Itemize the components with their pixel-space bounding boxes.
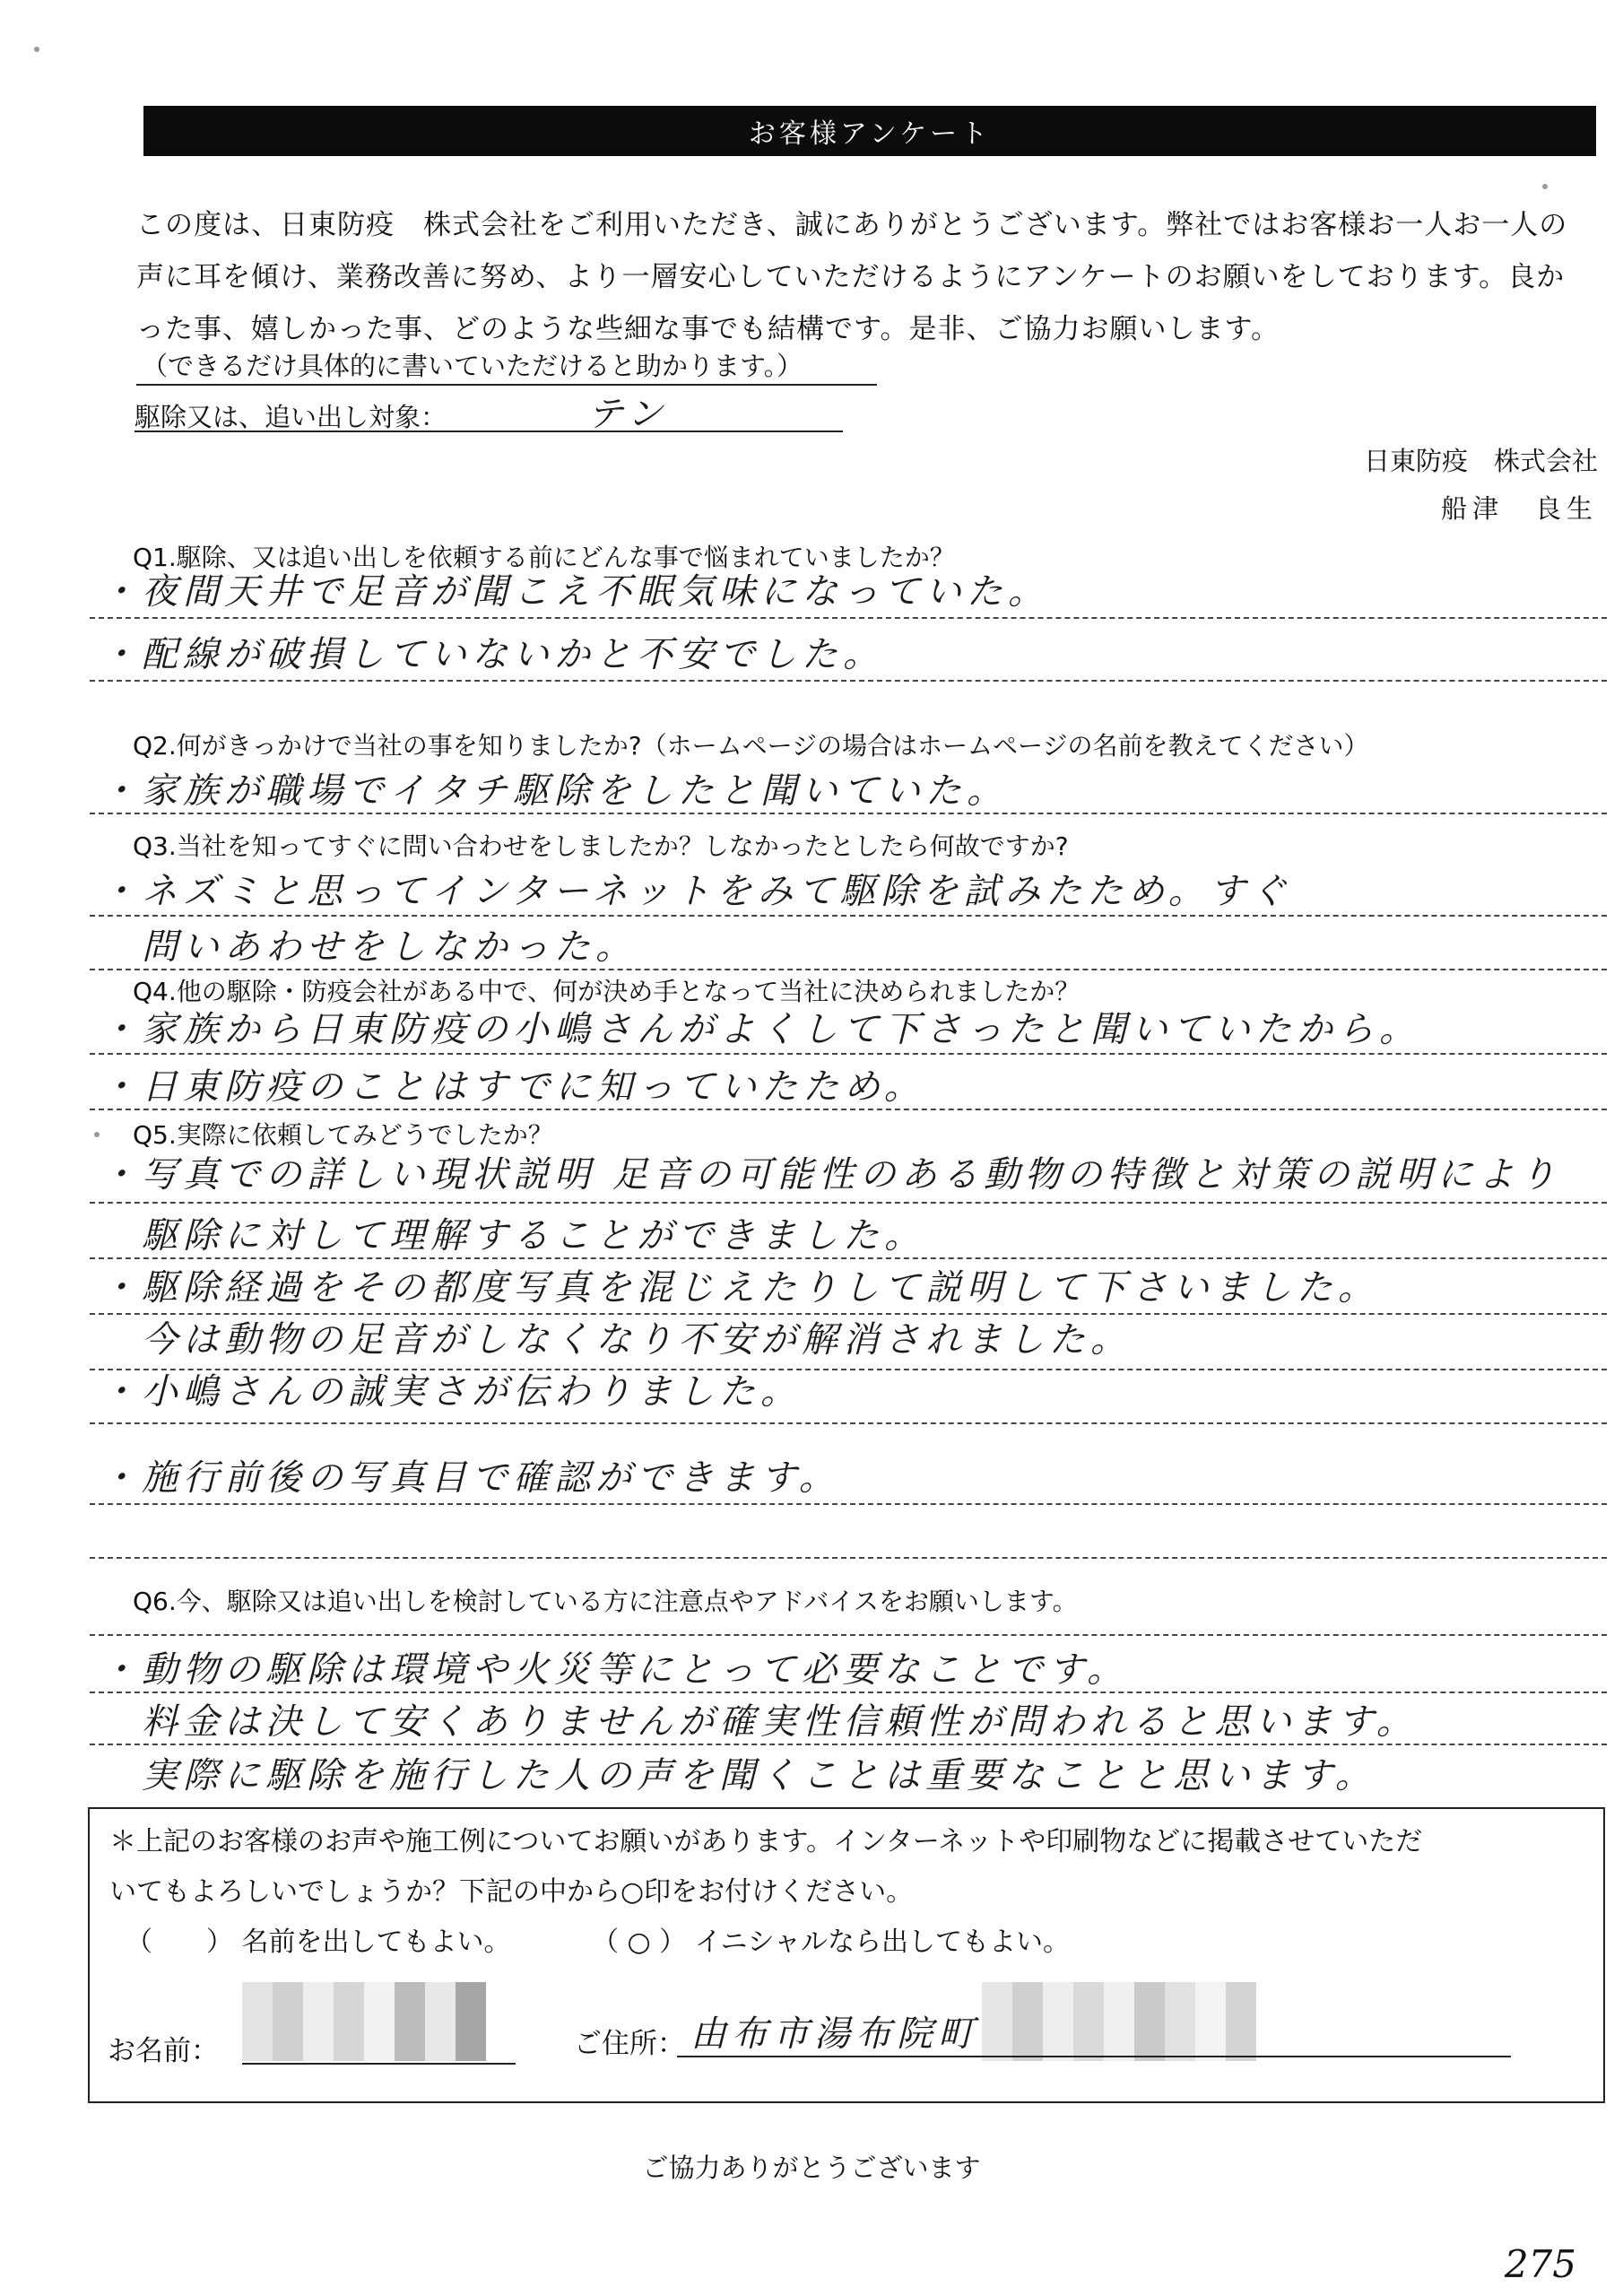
question-4: Q4.他の駆除・防疫会社がある中で、何が決め手となって当社に決められましたか？ <box>133 977 1081 1006</box>
answer-line: 問いあわせをしなかった。 <box>100 926 637 968</box>
name-underline <box>242 2063 516 2065</box>
answer-line: ・家族が職場でイタチ駆除をしたと聞いていた。 <box>100 770 1008 812</box>
intro-paragraph <box>136 199 1607 355</box>
answer-line: 料金は決して安くありませんが確実性信頼性が問われると思います。 <box>100 1701 1418 1743</box>
option-mark: （ ） <box>126 1926 233 1958</box>
question-1: Q1.駆除、又は追い出しを依頼する前にどんな事で悩まれていましたか？ <box>133 543 955 572</box>
target-value: テン <box>587 394 668 435</box>
answer-rule <box>90 813 1607 814</box>
answer-line: ・ネズミと思ってインターネットをみて駆除を試みたため。すぐ <box>100 871 1292 912</box>
intro-note: （できるだけ具体的に書いていただけると助かります。） <box>136 348 877 386</box>
option-label: 名前を出してもよい。 <box>241 1926 511 1958</box>
answer-rule <box>90 1634 1607 1636</box>
page-number: 275 <box>1504 2242 1576 2286</box>
answer-line: ・小嶋さんの誠実さが伝わりました。 <box>100 1371 802 1413</box>
answer-line: ・駆除経過をその都度写真を混じえたりして説明して下さいました。 <box>100 1267 1379 1309</box>
answer-line: 実際に駆除を施行した人の声を聞くことは重要なことと思います。 <box>100 1755 1376 1796</box>
scan-speck <box>1542 184 1548 189</box>
footer-thanks: ご協力ありがとうございます <box>642 2152 981 2183</box>
question-6: Q6.今、駆除又は追い出しを検討している方に注意点やアドバイスをお願いします。 <box>133 1587 1078 1616</box>
answer-line: ・家族から日東防疫の小嶋さんがよくして下さったと聞いていたから。 <box>100 1009 1420 1050</box>
consent-text <box>109 1817 1580 1918</box>
address-label: ご住所： <box>574 2028 685 2060</box>
address-underline <box>677 2056 1511 2057</box>
answer-line: ・動物の駆除は環境や火災等にとって必要なことです。 <box>100 1649 1128 1691</box>
answer-rule <box>90 1202 1607 1204</box>
address-value: 由布市湯布院町 <box>690 2013 979 2055</box>
answer-rule <box>90 1744 1607 1745</box>
answer-line: ・施行前後の写真目で確認ができます。 <box>100 1457 840 1499</box>
option-label: イニシャルなら出してもよい。 <box>694 1926 1070 1958</box>
survey-title: お客様アンケート <box>748 118 992 150</box>
target-underline <box>135 430 843 432</box>
answer-rule <box>90 680 1607 682</box>
answer-rule <box>90 1503 1607 1505</box>
answer-rule <box>90 1109 1607 1110</box>
answer-line: ・配線が破損していないかと不安でした。 <box>100 634 884 675</box>
intro-line: この度は、日東防疫 株式会社をご利用いただき、誠にありがとうございます。弊社ではお客様お一人お一人の <box>136 209 1568 241</box>
question-5: Q5.実際に依頼してみどうでしたか？ <box>133 1120 553 1150</box>
target-label: 駆除又は、追い出し対象： <box>135 402 447 432</box>
name-label: お名前： <box>108 2035 219 2067</box>
intro-line: った事、嬉しかった事、どのような些細な事でも結構です。是非、ご協力お願いします。 <box>136 313 1280 345</box>
consent-line: ＊上記のお客様のお声や施工例についてお願いがあります。インターネットや印刷物などに掲載させていただ <box>109 1826 1423 1857</box>
answer-line: 駆除に対して理解することができました。 <box>100 1215 925 1257</box>
option-mark-circled: （ ○ ） <box>592 1926 687 1958</box>
option-initial-ok <box>592 1919 1070 1959</box>
survey-title-bar <box>143 106 1596 156</box>
redacted-address <box>982 1982 1256 2061</box>
answer-rule <box>90 1557 1607 1559</box>
staff-name: 船津 良生 <box>1440 493 1598 524</box>
option-name-ok <box>126 1919 511 1959</box>
company-name: 日東防疫 株式会社 <box>1363 446 1598 476</box>
redacted-name <box>242 1982 486 2061</box>
answer-line: 今は動物の足音がしなくなり不安が解消されました。 <box>100 1319 1132 1361</box>
scan-speck <box>34 47 39 52</box>
answer-rule <box>90 1053 1607 1055</box>
answer-line: ・写真での詳しい現状説明 足音の可能性のある動物の特徴と対策の説明により <box>100 1154 1561 1196</box>
answer-rule <box>90 915 1607 917</box>
question-3: Q3.当社を知ってすぐに問い合わせをしましたか？しなかったとしたら何故ですか? <box>133 831 1069 861</box>
answer-line: ・日東防疫のことはすでに知っていたため。 <box>100 1066 925 1108</box>
intro-line: 声に耳を傾け、業務改善に努め、より一層安心していただけるようにアンケートのお願いをしております。良か <box>136 261 1566 293</box>
scan-speck <box>94 1132 100 1137</box>
consent-line: いてもよろしいでしょうか？下記の中から○印をお付けください。 <box>109 1876 914 1908</box>
answer-rule <box>90 1422 1607 1424</box>
question-2: Q2.何がきっかけで当社の事を知りましたか?（ホームページの場合はホームページの名前を教えてください） <box>133 731 1369 761</box>
answer-rule <box>90 969 1607 970</box>
answer-line: ・夜間天井で足音が聞こえ不眠気味になっていた。 <box>100 571 1049 613</box>
answer-rule <box>90 617 1607 619</box>
